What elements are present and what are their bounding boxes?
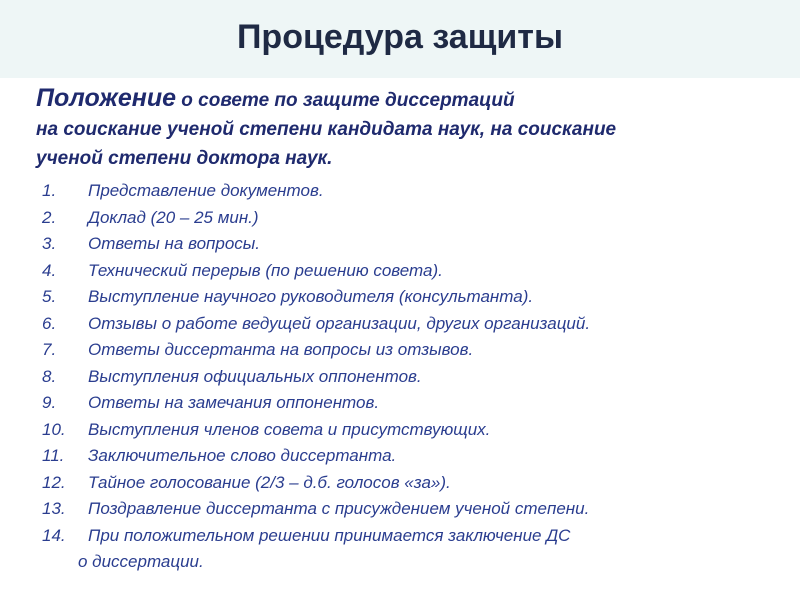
heading-line-3: ученой степени доктора наук. <box>36 148 333 169</box>
item-text: При положительном решении принимается заключение ДС <box>88 525 571 545</box>
list-item <box>42 284 782 311</box>
list-item <box>42 311 782 338</box>
item-number: 4. <box>42 260 57 280</box>
list-item <box>42 231 782 258</box>
heading-lead: Положение <box>36 84 177 112</box>
item-number: 13. <box>42 499 66 518</box>
item-text: Технический перерыв (по решению совета). <box>88 260 443 280</box>
heading-line-1-rest: о совете по защите диссертаций <box>176 90 515 111</box>
item-text: Ответы диссертанта на вопросы из отзывов. <box>88 340 474 359</box>
item-text: Выступления членов совета и присутствующих. <box>88 419 491 439</box>
item-number: 1. <box>42 181 57 200</box>
heading-line-1 <box>36 84 776 115</box>
list-item <box>42 337 782 364</box>
list-item <box>42 364 782 391</box>
item-text: Ответы на вопросы. <box>88 234 261 253</box>
item-number: 2. <box>42 207 57 227</box>
list-item <box>42 258 782 285</box>
item-number: 5. <box>42 287 57 306</box>
list-item <box>42 178 782 205</box>
heading-line-2: на соискание ученой степени кандидата наук, на соискание <box>36 119 617 140</box>
list-item <box>42 205 782 232</box>
item-text: Поздравление диссертанта с присуждением ученой степени. <box>88 499 590 518</box>
list-item <box>42 496 782 523</box>
item-number: 12. <box>42 472 66 492</box>
item-text: Ответы на замечания оппонентов. <box>88 393 380 412</box>
list-item <box>42 443 782 470</box>
item-number: 8. <box>42 366 57 386</box>
item-text: Выступление научного руководителя (консультанта). <box>88 287 534 306</box>
item-number: 11. <box>42 446 65 465</box>
item-number: 7. <box>42 340 57 359</box>
item-number: 3. <box>42 234 57 253</box>
item-number: 10. <box>42 419 66 439</box>
procedure-list <box>42 178 782 576</box>
page-title: Процедура защиты <box>236 18 563 56</box>
item-text: Выступления официальных оппонентов. <box>88 366 422 386</box>
list-item-continuation <box>42 549 782 576</box>
item-text: Представление документов. <box>88 181 324 200</box>
item-text: Заключительное слово диссертанта. <box>88 446 397 465</box>
list-item <box>42 390 782 417</box>
list-item <box>42 523 782 550</box>
list-item <box>42 417 782 444</box>
item-text: Тайное голосование (2/3 – д.б. голосов «за»). <box>88 472 451 492</box>
item-text: о диссертации. <box>78 552 204 571</box>
item-number: 14. <box>42 525 66 545</box>
item-text: Доклад (20 – 25 мин.) <box>88 207 259 227</box>
item-number: 6. <box>42 313 57 333</box>
regulation-heading <box>36 84 776 173</box>
list-item <box>42 470 782 497</box>
item-number: 9. <box>42 393 57 412</box>
item-text: Отзывы о работе ведущей организации, других организаций. <box>88 313 591 333</box>
